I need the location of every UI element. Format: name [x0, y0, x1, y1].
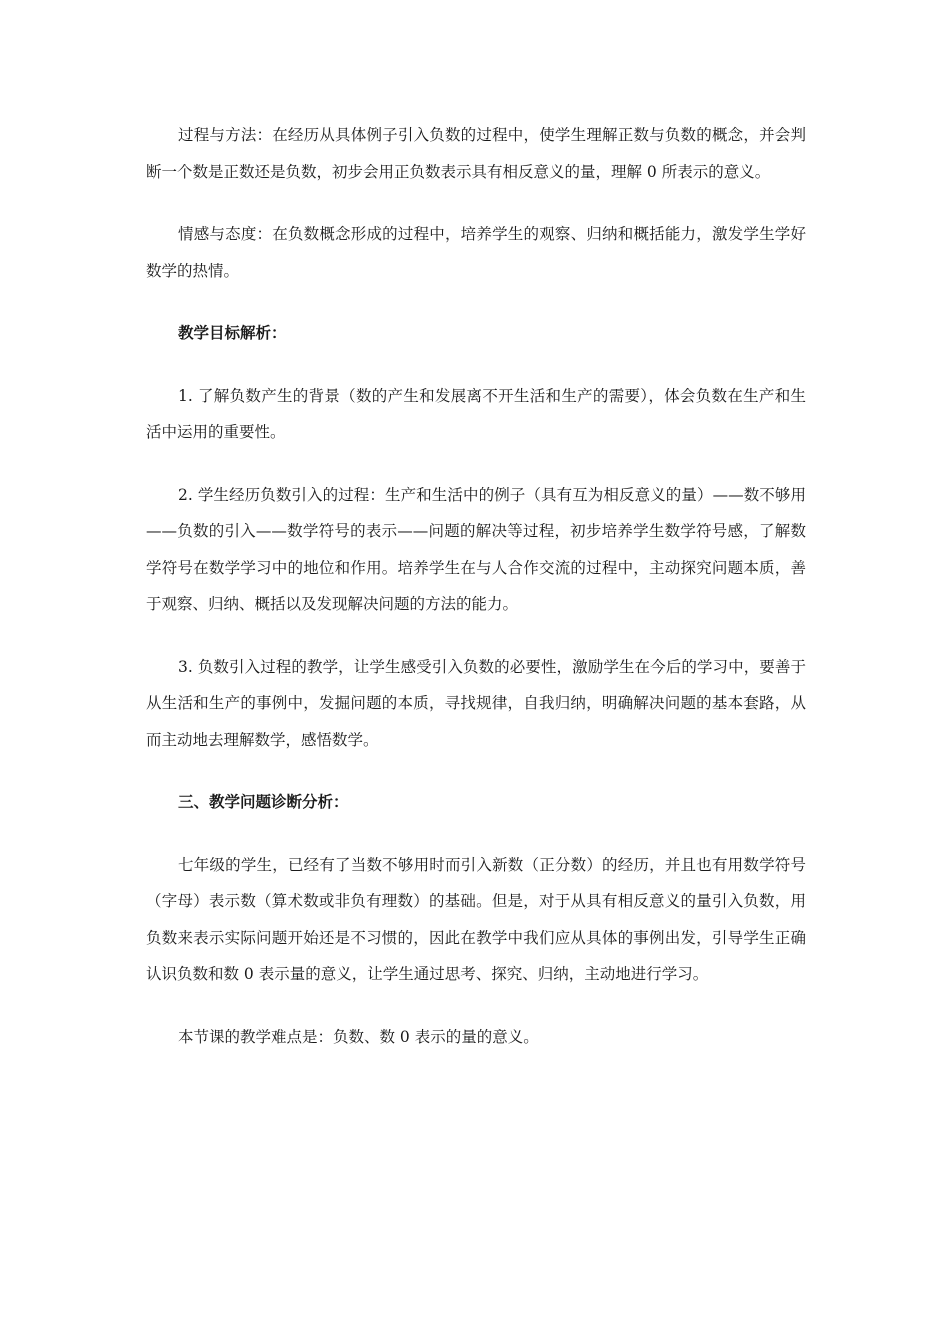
- paragraph-diagnosis: 七年级的学生，已经有了当数不够用时而引入新数（正分数）的经历，并且也有用数学符号（字母）表示数（算术数或非负有理数）的基础。但是，对于从具有相反意义的量引入负数，用负数来表示实际问题开始还是不习惯的，因此在教学中我们应从具体的事例出发，引导学生正确认识负数和数 0 表示量的意义，让学生通过思考、探究、归纳，主动地进行学习。: [146, 855, 806, 983]
- document-body: [146, 117, 806, 1081]
- paragraph-process-and-method: 过程与方法：在经历从具体例子引入负数的过程中，使学生理解正数与负数的概念，并会判断一个数是正数还是负数，初步会用正负数表示具有相反意义的量，理解 0 所表示的意义。: [146, 126, 806, 181]
- paragraph-goal-1: 1. 了解负数产生的背景（数的产生和发展离不开生活和生产的需要），体会负数在生产和生活中运用的重要性。: [146, 386, 806, 441]
- heading-teaching-goal-analysis: 教学目标解析：: [178, 323, 287, 342]
- paragraph-goal-3: 3. 负数引入过程的教学，让学生感受引入负数的必要性，激励学生在今后的学习中，要善于从生活和生产的事例中，发掘问题的本质，寻找规律，自我归纳，明确解决问题的基本套路，从而主动地去理解数学，感悟数学。: [146, 657, 806, 749]
- paragraph-goal-2: 2. 学生经历负数引入的过程：生产和生活中的例子（具有互为相反意义的量）——数不够用——负数的引入——数学符号的表示——问题的解决等过程，初步培养学生数学符号感，了解数学符号在数学学习中的地位和作用。培养学生在与人合作交流的过程中，主动探究问题本质，善于观察、归纳、概括以及发现解决问题的方法的能力。: [146, 485, 806, 613]
- heading-problem-diagnosis: 三、教学问题诊断分析：: [178, 792, 349, 811]
- paragraph-emotion-and-attitude: 情感与态度：在负数概念形成的过程中，培养学生的观察、归纳和概括能力，激发学生学好数学的热情。: [146, 225, 806, 280]
- paragraph-difficulty: 本节课的教学难点是：负数、数 0 表示的量的意义。: [178, 1027, 539, 1046]
